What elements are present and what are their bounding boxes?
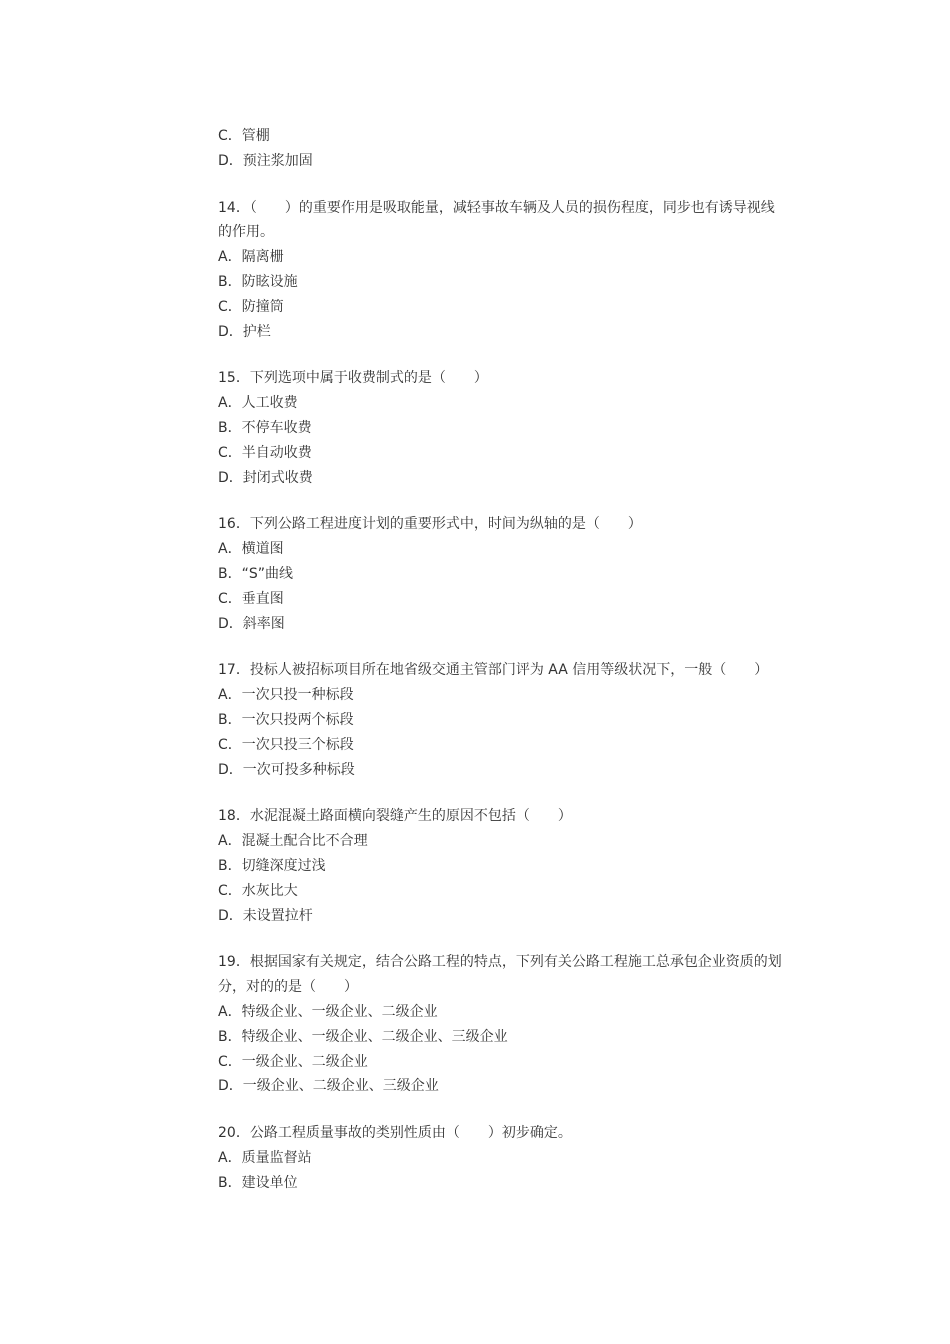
question-text: 19．根据国家有关规定，结合公路工程的特点，下列有关公路工程施工总承包企业资质的划 <box>218 954 782 971</box>
question-15 <box>218 366 808 490</box>
option-a: A．一次只投一种标段 <box>218 687 354 704</box>
option-b: B．不停车收费 <box>218 419 312 436</box>
option-a: A．隔离栅 <box>218 249 284 266</box>
option-c: C．管棚 <box>218 128 270 144</box>
option-b: B．建设单位 <box>218 1174 298 1191</box>
option-c: C．一级企业、二级企业 <box>218 1053 368 1070</box>
question-text: 15．下列选项中属于收费制式的是（ ） <box>218 370 488 387</box>
option-c: C．一次只投三个标段 <box>218 736 354 753</box>
document-page <box>218 124 808 1195</box>
question-16 <box>218 512 808 636</box>
option-a: A．特级企业、一级企业、二级企业 <box>218 1003 438 1020</box>
question-13-fragment <box>218 124 808 174</box>
option-b: B．防眩设施 <box>218 273 298 290</box>
option-c: C．水灰比大 <box>218 882 298 899</box>
question-text-continued: 的作用。 <box>218 224 274 241</box>
option-c: C．垂直图 <box>218 590 284 607</box>
question-19 <box>218 950 808 1099</box>
option-b: B．切缝深度过浅 <box>218 857 326 874</box>
option-a: A．人工收费 <box>218 395 298 412</box>
question-text: 18．水泥混凝土路面横向裂缝产生的原因不包括（ ） <box>218 808 572 825</box>
question-text: 20．公路工程质量事故的类别性质由（ ）初步确定。 <box>218 1125 572 1142</box>
option-d: D．封闭式收费 <box>218 469 313 486</box>
option-a: A．混凝土配合比不合理 <box>218 833 368 850</box>
question-20 <box>218 1121 808 1195</box>
option-d: D．一级企业、二级企业、三级企业 <box>218 1078 439 1095</box>
option-c: C．防撞筒 <box>218 298 284 315</box>
option-d: D．预注浆加固 <box>218 152 313 169</box>
option-b: B．特级企业、一级企业、二级企业、三级企业 <box>218 1028 508 1045</box>
question-14 <box>218 196 808 345</box>
option-d: D．斜率图 <box>218 615 285 632</box>
question-text: 14．（ ）的重要作用是吸取能量，减轻事故车辆及人员的损伤程度，同步也有诱导视线 <box>218 199 775 216</box>
option-d: D．护栏 <box>218 323 271 340</box>
question-text-continued: 分，对的的是（ ） <box>218 979 358 996</box>
option-a: A．横道图 <box>218 541 284 558</box>
question-18 <box>218 804 808 928</box>
question-text: 16．下列公路工程进度计划的重要形式中，时间为纵轴的是（ ） <box>218 516 642 533</box>
option-d: D．未设置拉杆 <box>218 907 313 924</box>
question-17 <box>218 658 808 782</box>
option-c: C．半自动收费 <box>218 444 312 461</box>
option-b: B．一次只投两个标段 <box>218 711 354 728</box>
option-d: D．一次可投多种标段 <box>218 761 355 778</box>
question-text: 17．投标人被招标项目所在地省级交通主管部门评为 AA 信用等级状况下，一般（ ） <box>218 662 769 679</box>
option-a: A．质量监督站 <box>218 1149 312 1166</box>
option-b: B．“S”曲线 <box>218 565 293 582</box>
